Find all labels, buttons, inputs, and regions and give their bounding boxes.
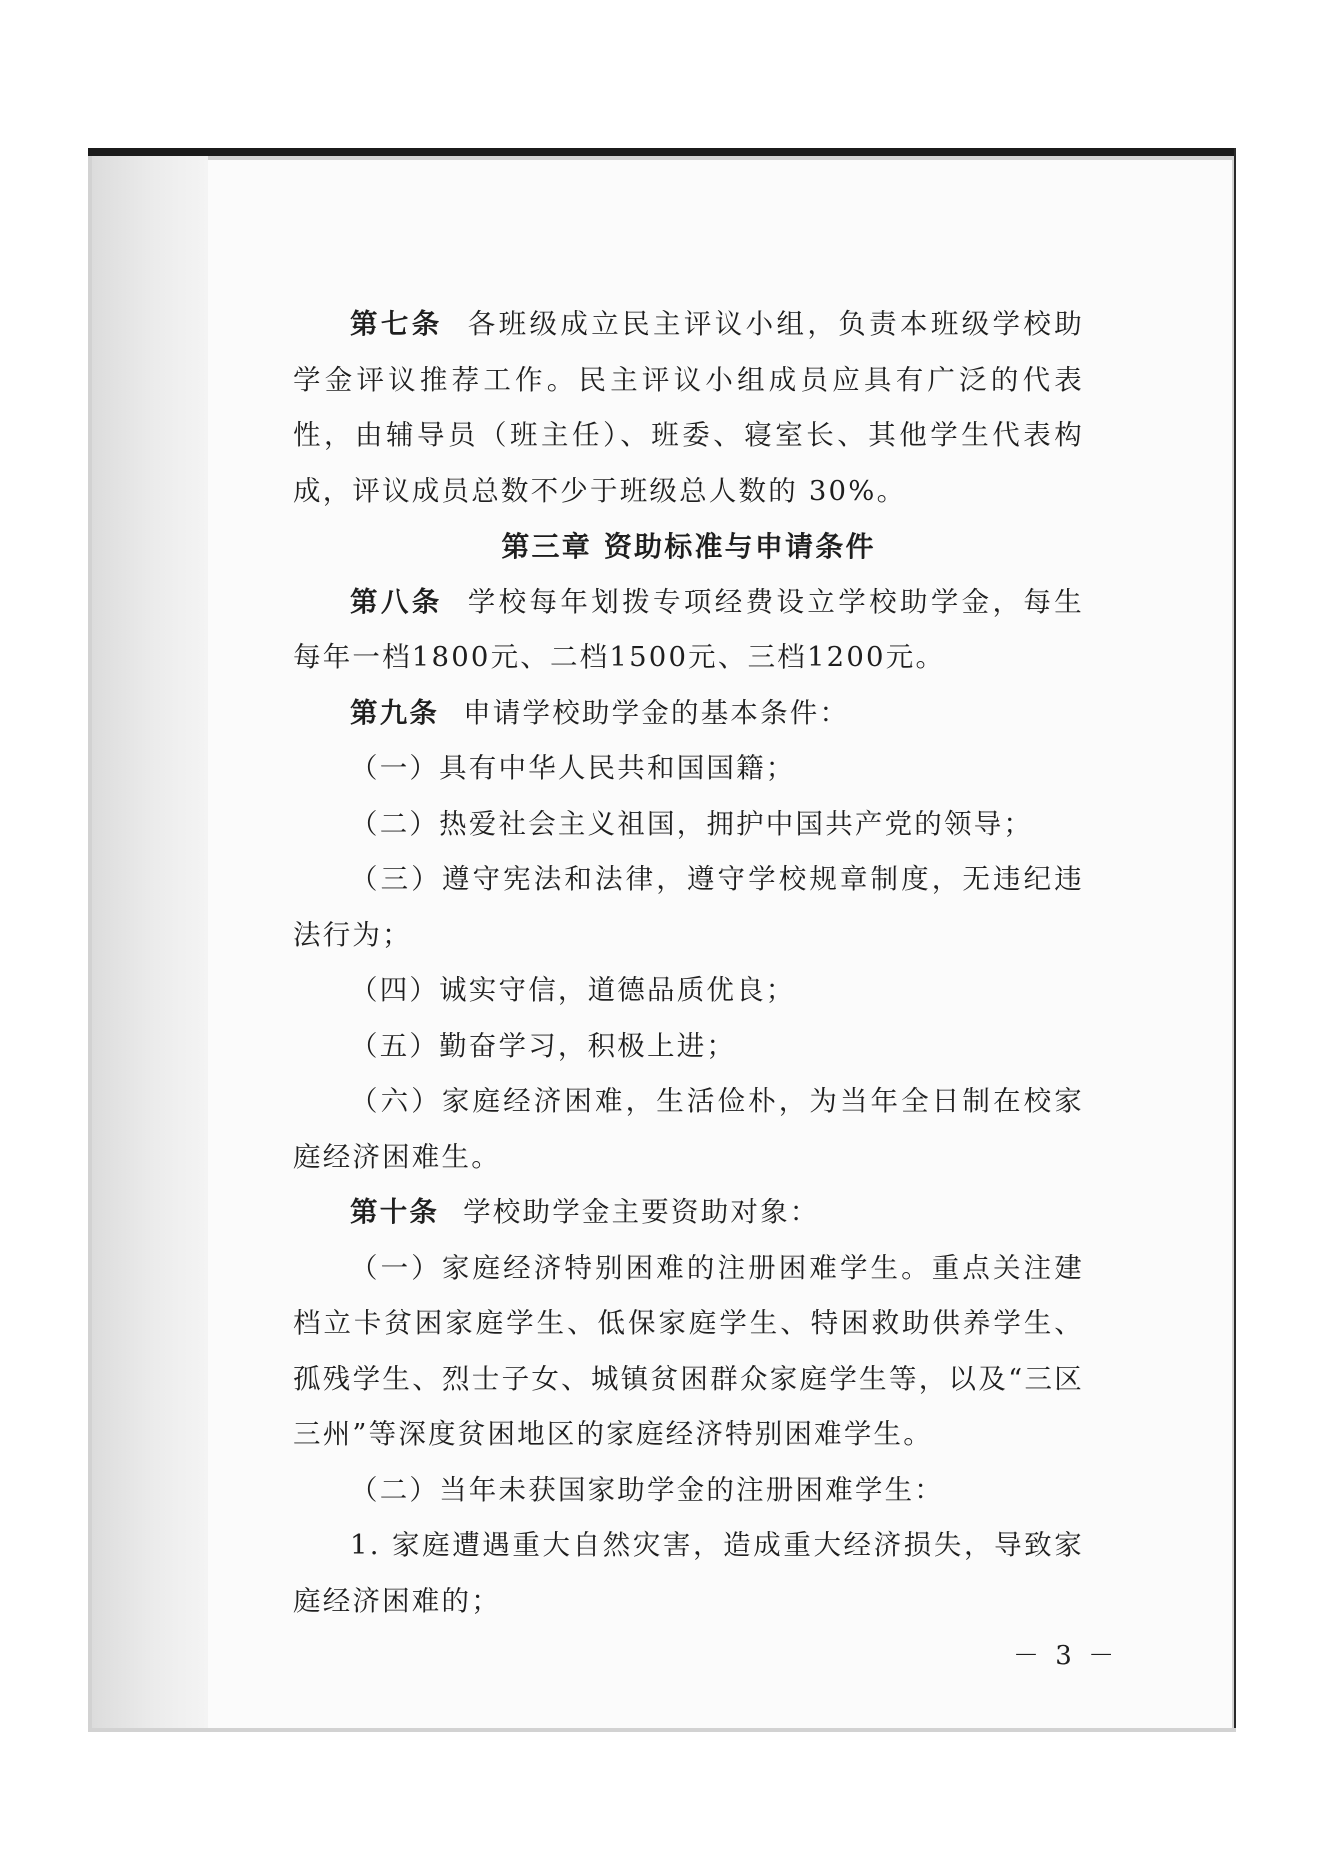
scan-top-edge (88, 148, 1236, 156)
list-item: （一）家庭经济特别困难的注册困难学生。重点关注建档立卡贫困家庭学生、低保家庭学生、特困救助供养学生、孤残学生、烈士子女、城镇贫困群众家庭学生等，以及“三区三州”等深度贫困地区的家庭经济特别困难学生。 (293, 1251, 1084, 1450)
article-text: 各班级成立民主评议小组，负责本班级学校助学金评议推荐工作。民主评议小组成员应具有广泛的代表性，由辅导员（班主任）、班委、寝室长、其他学生代表构成，评议成员总数不少于班级总人数的 30%。 (293, 308, 1084, 507)
article-text: 学校助学金主要资助对象： (463, 1196, 820, 1228)
chapter-heading: 第三章 资助标准与申请条件 (501, 530, 876, 563)
article-label: 第九条 (350, 696, 440, 729)
list-item: （二）当年未获国家助学金的注册困难学生： (350, 1473, 944, 1506)
list-item: （六）家庭经济困难，生活俭朴，为当年全日制在校家庭经济困难生。 (293, 1085, 1084, 1173)
article-8 (293, 575, 1084, 686)
article-text: 学校每年划拨专项经费设立学校助学金，每生每年一档1800元、二档1500元、三档1200元。 (293, 585, 1084, 673)
page-number: － 3 － (1013, 1641, 1119, 1671)
list-item: （二）热爱社会主义祖国，拥护中国共产党的领导； (350, 807, 1034, 840)
document-page (208, 160, 1232, 1728)
article-7 (293, 297, 1084, 519)
list-item: （四）诚实守信，道德品质优良； (350, 974, 796, 1006)
article-label: 第十条 (350, 1196, 440, 1228)
scan-left-strip (92, 156, 208, 1728)
document-body (293, 297, 1084, 1629)
article-10 (293, 1185, 1084, 1241)
article-text: 申请学校助学金的基本条件： (463, 696, 850, 729)
scan-right-edge (1234, 148, 1236, 1728)
list-item: 1. 家庭遭遇重大自然灾害，造成重大经济损失，导致家庭经济困难的； (293, 1529, 1084, 1617)
article-9 (293, 686, 1084, 742)
list-item: （三）遵守宪法和法律，遵守学校规章制度，无违纪违法行为； (293, 863, 1084, 951)
article-label: 第七条 (350, 308, 443, 340)
list-item: （一）具有中华人民共和国国籍； (350, 752, 796, 784)
list-item: （五）勤奋学习，积极上进； (350, 1029, 737, 1062)
article-label: 第八条 (350, 585, 443, 618)
